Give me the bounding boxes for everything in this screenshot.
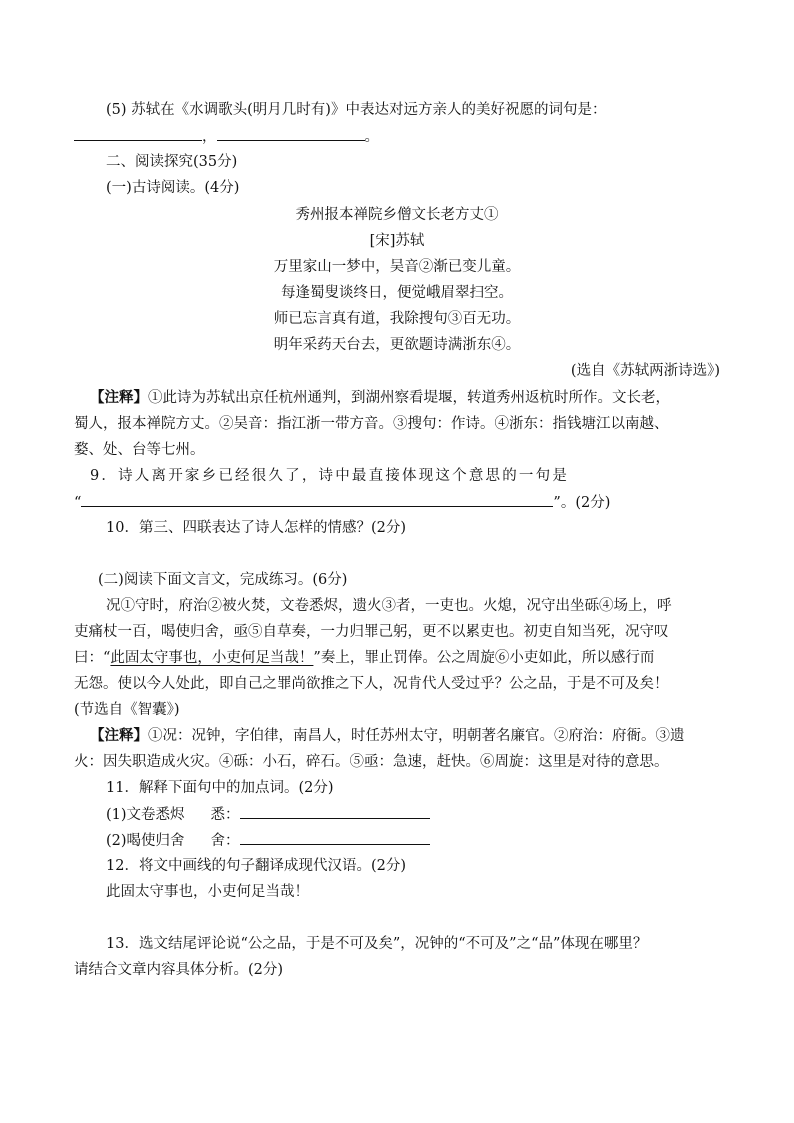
q10-prompt: 10．第三、四联表达了诗人怎样的情感？(2分) (106, 520, 406, 536)
q9-prompt: 9．诗人离开家乡已经很久了，诗中最直接体现这个意思的一句是 (90, 468, 570, 484)
q11-item-word: 悉： (210, 807, 240, 823)
q11-prompt: 11．解释下面句中的加点词。(2分) (106, 780, 334, 796)
q11-item (106, 804, 430, 825)
q5-separator: ， (202, 129, 217, 145)
q9-answer-blank[interactable] (81, 492, 553, 507)
q11-answer-blank-1[interactable] (240, 804, 430, 819)
note-text: ①此诗为苏轼出京任杭州通判，到湖州察看堤堰，转道秀州返杭时所作。文长老， (148, 390, 670, 406)
passage-line: 无怨。使以今人处此，即自己之罪尚欲推之下人，况肯代人受过乎？公之品，于是不可及矣！ (74, 676, 669, 692)
poem-note-line: 婺、处、台等七州。 (74, 442, 205, 458)
answer-blank-1[interactable] (74, 126, 202, 141)
q11-item-word: 舍： (210, 833, 240, 849)
answer-blank-2[interactable] (217, 126, 365, 141)
poem-author: [宋]苏轼 (369, 233, 425, 249)
poem-note-line: 蜀人，报本禅院方丈。②吴音：指江浙一带方音。③搜句：作诗。④浙东：指钱塘江以南越、 (74, 416, 669, 432)
note-label: 【注释】 (90, 389, 148, 406)
q12-sentence: 此固太守事也，小吏何足当哉！ (106, 884, 309, 900)
poem-note (90, 388, 670, 408)
q5-end: 。 (364, 129, 379, 145)
part1-title: (一)古诗阅读。(4分) (106, 180, 240, 196)
poem-source: (选自《苏轼两浙诗选》) (570, 363, 720, 379)
passage-text: 曰：“ (74, 650, 111, 666)
part2-title: (二)阅读下面文言文，完成练习。(6分) (98, 572, 348, 588)
passage-note-line: 火：因失职造成火灾。④砾：小石，碎石。⑤亟：急速，赶快。⑥周旋：这里是对待的意思。 (74, 754, 669, 770)
passage-line (74, 648, 654, 668)
section-title: 二、阅读探究(35分) (106, 154, 238, 170)
passage-line: 况①守时，府治②被火焚，文卷悉烬，遗火③者，一吏也。火熄，况守出坐砾④场上，呼 (106, 598, 672, 614)
q9-open-quote: “ (74, 495, 82, 511)
poem-title: 秀州报本禅院乡僧文长老方丈① (295, 207, 499, 223)
passage-source: (节选自《智囊》) (74, 702, 180, 718)
note-text: ①况：况钟，字伯律，南昌人，时任苏州太守，明朝著名廉官。②府治：府衙。③遗 (148, 728, 685, 744)
q5-answer-row (74, 126, 379, 147)
note-label: 【注释】 (90, 727, 148, 744)
poem-line: 明年采药天台去，更欲题诗满浙东④。 (273, 337, 521, 353)
q11-item-label: (2)喝使归舍 (106, 833, 185, 849)
poem-line: 每逢蜀叟谈终日，便觉峨眉翠扫空。 (281, 285, 513, 301)
q13-prompt: 13．选文结尾评论说“公之品，于是不可及矣”，况钟的“不可及”之“品”体现在哪里？ (106, 936, 648, 952)
q13-prompt-cont: 请结合文章内容具体分析。(2分) (74, 962, 284, 978)
q11-item-label: (1)文卷悉烬 (106, 807, 185, 823)
q9-close: ”。(2分) (553, 495, 611, 511)
passage-text: ”奏上，罪止罚俸。公之周旋⑥小吏如此，所以感行而 (313, 650, 655, 666)
q11-answer-blank-2[interactable] (240, 830, 430, 845)
q11-item (106, 830, 430, 851)
q9-answer-row (74, 492, 610, 513)
passage-line: 吏痛杖一百，喝使归舍，亟⑤自草奏，一力归罪己躬，更不以累吏也。初吏自知当死，况守叹 (74, 624, 669, 640)
poem-line: 师已忘言真有道，我除搜句③百无功。 (273, 311, 521, 327)
q12-prompt: 12．将文中画线的句子翻译成现代汉语。(2分) (106, 858, 406, 874)
q5-prompt: (5) 苏轼在《水调歌头(明月几时有)》中表达对远方亲人的美好祝愿的词句是： (106, 102, 607, 118)
underlined-sentence: 此固太守事也，小吏何足当哉！ (110, 650, 314, 666)
passage-note (90, 726, 685, 746)
poem-line: 万里家山一梦中，吴音②渐已变儿童。 (273, 259, 521, 275)
